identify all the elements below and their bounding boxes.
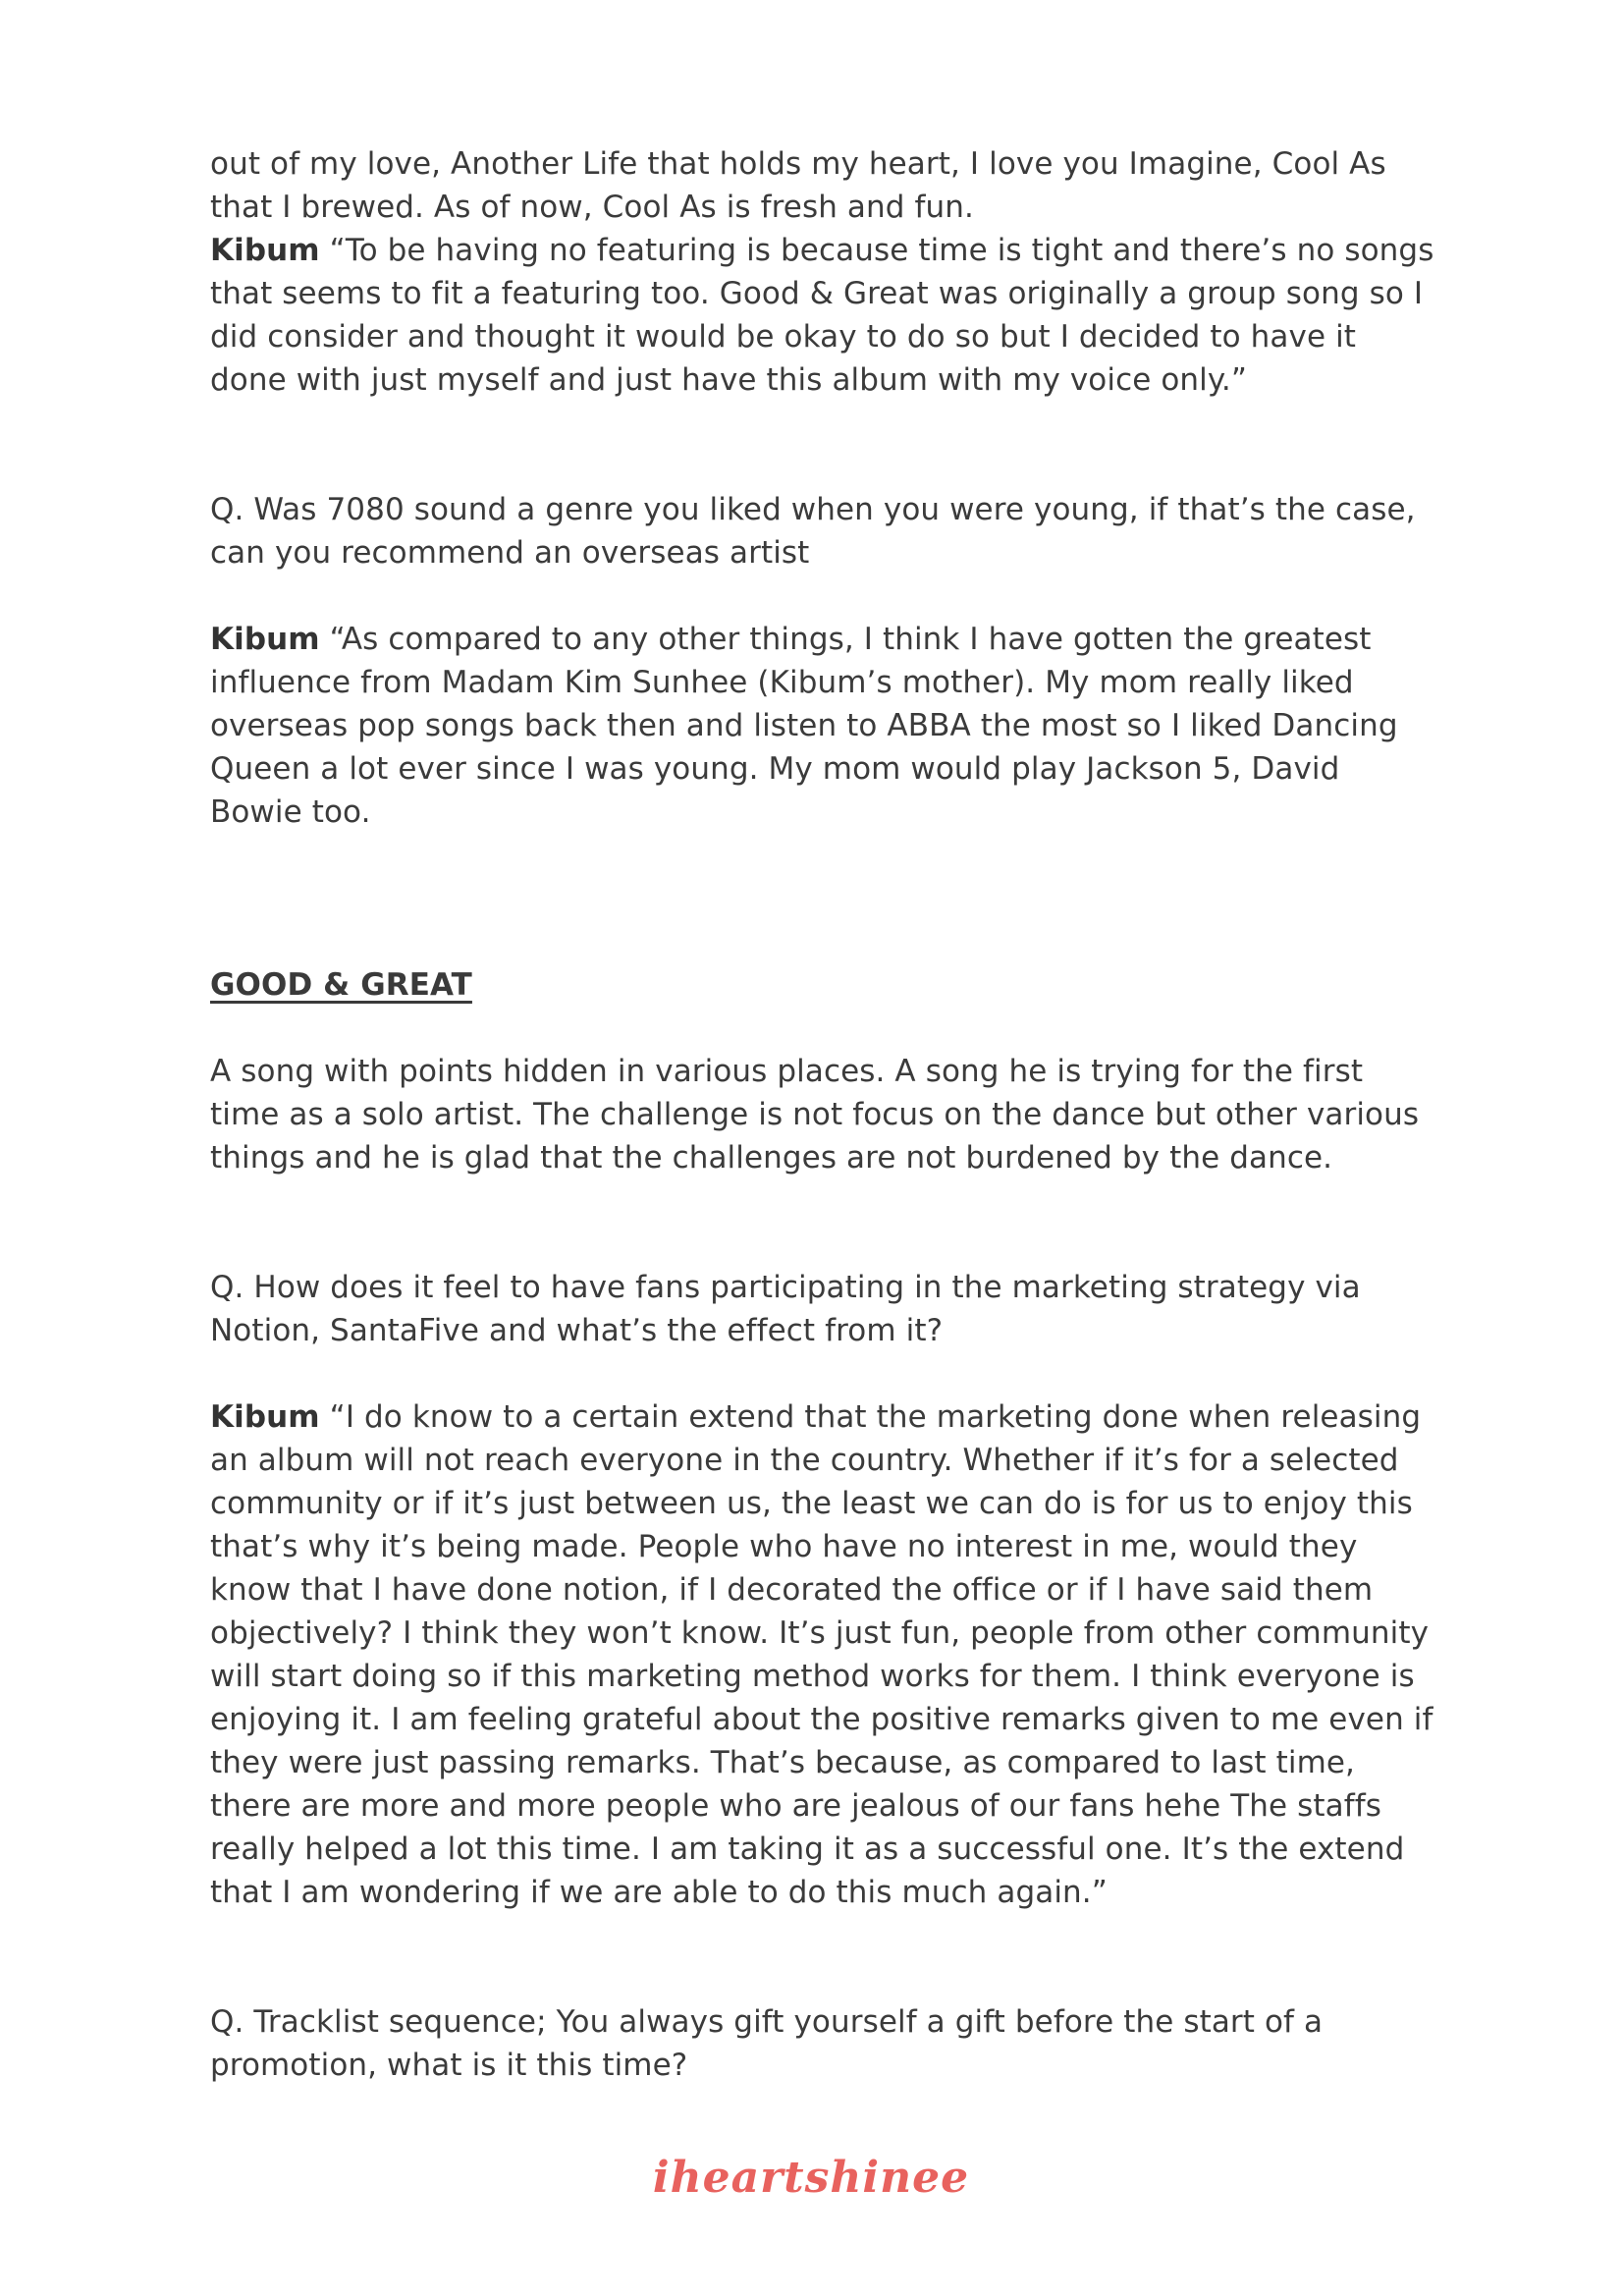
spacer: [210, 402, 1437, 488]
question-marketing: Q. How does it feel to have fans participating in the marketing strategy via Notion, SantaFive and what’s the effect from it?: [210, 1270, 1361, 1348]
answer-text: “I do know to a certain extend that the marketing done when releasing an album will not reach everyone in the country. Whether if it’s for a selected community or if it’s just between us, the least we can do is for us to enjoy this that’s why it’s being made. People who have no interest in me, would they know that I have done notion, if I decorated the office or if I have said them objectively? I think they won’t know. It’s just fun, people from other community will start doing so if this marketing method works for them. I think everyone is enjoying it. I am feeling grateful about the positive remarks given to me even if they were just passing remarks. That’s because, as compared to last time, there are more and more people who are jealous of our fans hehe The staffs really helped a lot this time. I am taking it as a successful one. It’s the extend that I am wondering if we are able to do this much again.”: [210, 1399, 1433, 1910]
document-body: [210, 142, 1437, 2087]
spacer: [210, 574, 1437, 618]
spacer: [210, 1914, 1437, 2000]
spacer: [210, 1352, 1437, 1395]
answer-text: “To be having no featuring is because time is tight and there’s no songs that seems to fit a featuring too. Good & Great was originally a group song so I did consider and thought it would be okay to do so but I decided to have it done with just myself and just have this album with my voice only.”: [210, 233, 1434, 398]
intro-paragraph: out of my love, Another Life that holds my heart, I love you Imagine, Cool As that I brewed. As of now, Cool As is fresh and fun.: [210, 146, 1386, 225]
answer-7080: [210, 618, 1437, 834]
speaker-name: Kibum: [210, 233, 320, 268]
speaker-name: Kibum: [210, 622, 320, 657]
spacer: [210, 1007, 1437, 1050]
answer-marketing: [210, 1395, 1437, 1914]
speaker-name: Kibum: [210, 1399, 320, 1435]
spacer: [210, 1179, 1437, 1266]
answer-text: “As compared to any other things, I think I have gotten the greatest influence from Madam Kim Sunhee (Kibum’s mother). My mom really liked overseas pop songs back then and listen to ABBA the most so I liked Dancing Queen a lot ever since I was young. My mom would play Jackson 5, David Bowie too.: [210, 622, 1398, 830]
section-heading: GOOD & GREAT: [210, 967, 472, 1003]
footer-logo: iheartshinee: [652, 2153, 970, 2203]
answer-featuring: [210, 229, 1437, 402]
section-description: A song with points hidden in various places. A song he is trying for the first time as a solo artist. The challenge is not focus on the dance but other various things and he is glad that the challenges are not burdened by the dance.: [210, 1054, 1420, 1175]
spacer: [210, 834, 1437, 963]
question-tracklist: Q. Tracklist sequence; You always gift yourself a gift before the start of a promotion, what is it this time?: [210, 2004, 1324, 2083]
question-7080: Q. Was 7080 sound a genre you liked when you were young, if that’s the case, can you recommend an overseas artist: [210, 492, 1416, 571]
